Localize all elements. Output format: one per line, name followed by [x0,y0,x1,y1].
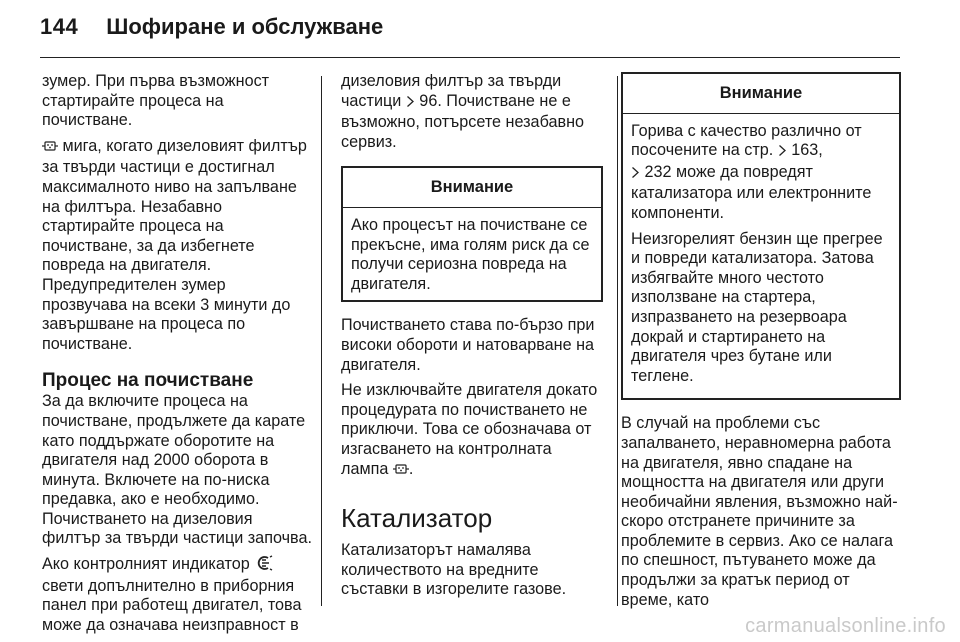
paragraph: мига, когато дизеловият филтър за твърди частици е достигнал максималното ниво на запълване на филтъра. Незабавно стартирайте процеса на почистване, за да избегнете повреда на двигателя. Предупредителен зумер прозвучава на всеки 3 минути до завършване на процеса по почистване. [42,136,307,353]
warning-text: Горива с качество различно от посочените на стр. 163, 232 може да повредят катализатора или електронните компоненти. Неизгорелият бензин ще прегрее и повреди катализатора. Затова избягвайте много честото използване на стартера, изпразването на резервоара докрай и стартирането на двигателя чрез бутане или теглене. [631,121,883,385]
section-heading: Катализатор [341,503,493,534]
page-reference-arrow-icon [631,165,640,185]
column-divider-2 [617,76,618,606]
warning-box [341,166,603,302]
column-3 [621,72,905,616]
particle-filter-warning-icon [42,139,58,159]
page-number: 144 [40,14,79,39]
page-header [40,14,383,54]
warning-title: Внимание [623,74,899,114]
section-subheading: Процес на почистване [42,370,254,392]
particle-filter-warning-icon [393,462,409,482]
watermark: carmanualsonline.info [745,615,946,637]
page-reference-arrow-icon [406,94,415,114]
warning-text: Ако процесът на почистване се прекъсне, има голям риск да се получи сериозна повреда на двигателя. [351,215,590,293]
column-2 [341,72,603,606]
column-1 [42,72,314,641]
warning-title: Внимание [343,168,601,208]
paragraph: Ако контролният индикатор свети допълнително в приборния панел при работещ двигател, това може да означава неизправност в [42,555,302,634]
paragraph: Катализаторът намалява количеството на вредните съставки в изгорелите газове. [341,541,567,599]
warning-box [621,72,901,400]
paragraph: Почистването става по-бързо при високи обороти и натоварване на двигателя. [341,316,595,374]
paragraph: В случай на проблеми със запалването, неравномерна работа на двигателя, явно спадане на мощността на двигателя или други необичайни явления, възможно най-скоро отстранете причините за проблемите в сервиз. Ако се налага по спешност, пътуването може да продължи за кратък период от време, като [621,414,898,609]
column-divider-1 [321,76,322,606]
paragraph: дизеловия филтър за твърди частици 96. Почистване не е възможно, потърсете незабавно сервиз. [341,72,585,151]
paragraph: Не изключвайте двигателя докато процедурата по почистването не приключи. Това се обозначава от изгасването на контролната лампа . [341,381,603,481]
paragraph: За да включите процеса на почистване, продължете да карате като поддържате оборотите на двигателя над 2000 оборота в минута. Включете на по-ниска предавка, ако е необходимо. Почистването на дизеловия филтър за твърди частици започва. [42,392,312,548]
header-divider [40,57,900,58]
paragraph: зумер. При първа възможност стартирайте процеса на почистване. [42,72,270,130]
page-title: Шофиране и обслужване [106,14,384,39]
page-reference-arrow-icon [778,143,787,163]
engine-glow-indicator-icon [254,555,274,577]
